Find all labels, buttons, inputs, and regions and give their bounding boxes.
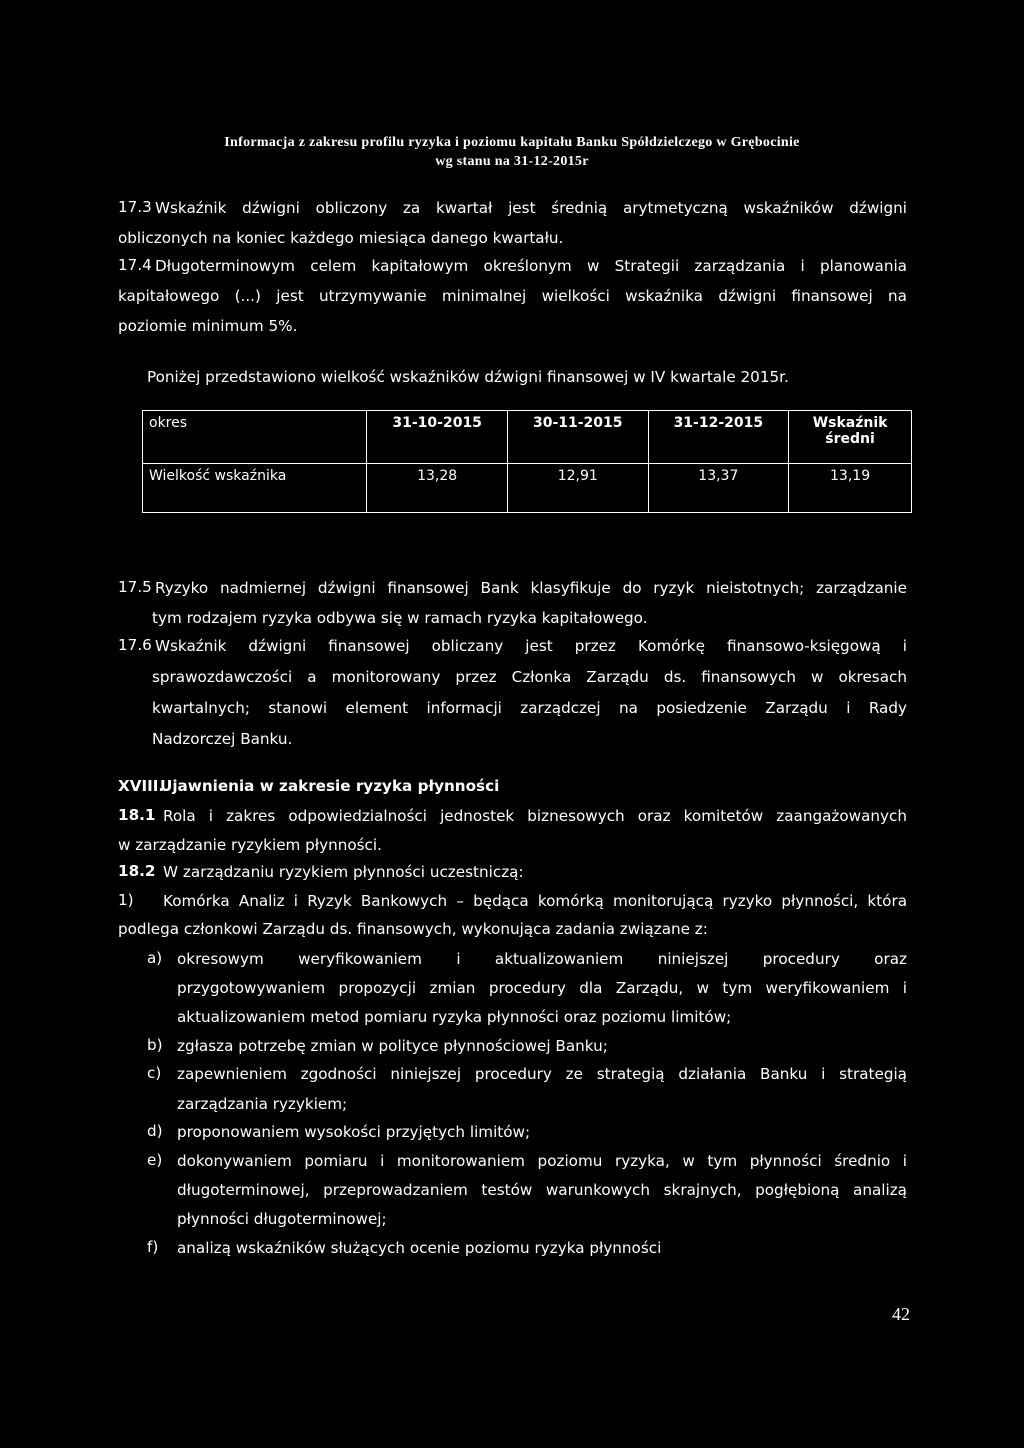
header-date: wg stanu na 31-12-2015r bbox=[435, 154, 589, 169]
paragraph-line: W zarządzaniu ryzykiem płynności uczestniczą: bbox=[163, 863, 524, 881]
table-header-row bbox=[143, 411, 912, 464]
table-header-cell: 30-11-2015 bbox=[507, 411, 648, 464]
paragraph-line: Wskaźnik dźwigni finansowej obliczany jest przez Komórkę finansowo-księgową i bbox=[155, 637, 907, 655]
table-row-label: Wielkość wskaźnika bbox=[143, 464, 367, 513]
section-number: 18.1 bbox=[118, 806, 156, 824]
paragraph-line: podlega członkowi Zarządu ds. finansowych, wykonująca zadania związane z: bbox=[118, 920, 708, 938]
paragraph-line: tym rodzajem ryzyka odbywa się w ramach ryzyka kapitałowego. bbox=[152, 609, 648, 627]
paragraph-line: sprawozdawczości a monitorowany przez Członka Zarządu ds. finansowych w okresach bbox=[152, 668, 907, 686]
sub-item-line: proponowaniem wysokości przyjętych limitów; bbox=[177, 1123, 531, 1141]
paragraph-line: kwartalnych; stanowi element informacji zarządczej na posiedzenie Zarządu i Rady bbox=[152, 699, 907, 717]
sub-item-line: płynności długoterminowej; bbox=[177, 1210, 387, 1228]
paragraph-line: Ryzyko nadmiernej dźwigni finansowej Bank klasyfikuje do ryzyk nieistotnych; zarządzanie bbox=[155, 579, 907, 597]
table-cell: 13,28 bbox=[367, 464, 508, 513]
section-number: 18.2 bbox=[118, 862, 156, 880]
table-header-cell: Wskaźnik średni bbox=[789, 411, 912, 464]
table-row bbox=[143, 464, 912, 513]
sub-item-label: d) bbox=[147, 1122, 163, 1140]
sub-item-line: aktualizowaniem metod pomiaru ryzyka płynności oraz poziomu limitów; bbox=[177, 1008, 732, 1026]
table-header-cell: okres bbox=[143, 411, 367, 464]
sub-item-label: f) bbox=[147, 1238, 159, 1256]
sub-item-line: zarządzania ryzykiem; bbox=[177, 1095, 348, 1113]
sub-item-line: dokonywaniem pomiaru i monitorowaniem poziomu ryzyka, w tym płynności średnio i bbox=[177, 1152, 907, 1170]
paragraph-line: obliczonych na koniec każdego miesiąca danego kwartału. bbox=[118, 229, 564, 247]
sub-item-label: a) bbox=[147, 949, 163, 967]
section-number: 17.6 bbox=[118, 636, 152, 654]
paragraph-line: kapitałowego (...) jest utrzymywanie minimalnej wielkości wskaźnika dźwigni finansowej na bbox=[118, 287, 907, 305]
paragraph-line: Rola i zakres odpowiedzialności jednostek biznesowych oraz komitetów zaangażowanych bbox=[163, 807, 907, 825]
header-title: Informacja z zakresu profilu ryzyka i poziomu kapitału Banku Spółdzielczego w Grębocinie bbox=[224, 135, 800, 150]
paragraph-line: Długoterminowym celem kapitałowym określonym w Strategii zarządzania i planowania bbox=[155, 257, 907, 275]
sub-item-label: e) bbox=[147, 1151, 163, 1169]
table-cell: 13,19 bbox=[789, 464, 912, 513]
section-number: XVIII. bbox=[118, 777, 165, 795]
section-number: 17.3 bbox=[118, 198, 152, 216]
paragraph-line: w zarządzanie ryzykiem płynności. bbox=[118, 836, 382, 854]
sub-item-label: c) bbox=[147, 1064, 162, 1082]
sub-item-label: b) bbox=[147, 1036, 163, 1054]
paragraph-line: poziomie minimum 5%. bbox=[118, 317, 298, 335]
table-intro: Poniżej przedstawiono wielkość wskaźników dźwigni finansowej w IV kwartale 2015r. bbox=[147, 368, 789, 386]
sub-item-line: przygotowywaniem propozycji zmian procedury dla Zarządu, w tym weryfikowaniem i bbox=[177, 979, 907, 997]
table-header-cell: 31-12-2015 bbox=[648, 411, 789, 464]
sub-item-line: zgłasza potrzebę zmian w polityce płynnościowej Banku; bbox=[177, 1037, 608, 1055]
section-number: 17.5 bbox=[118, 578, 152, 596]
paragraph-line: Komórka Analiz i Ryzyk Bankowych – będąca komórką monitorującą ryzyko płynności, która bbox=[163, 892, 907, 910]
section-heading: Ujawnienia w zakresie ryzyka płynności bbox=[160, 777, 500, 795]
table-cell: 13,37 bbox=[648, 464, 789, 513]
sub-item-line: analizą wskaźników służących ocenie poziomu ryzyka płynności bbox=[177, 1239, 662, 1257]
sub-item-line: zapewnieniem zgodności niniejszej procedury ze strategią działania Banku i strategią bbox=[177, 1065, 907, 1083]
sub-item-line: okresowym weryfikowaniem i aktualizowaniem niniejszej procedury oraz bbox=[177, 950, 907, 968]
list-item-number: 1) bbox=[118, 891, 134, 909]
paragraph-line: Wskaźnik dźwigni obliczony za kwartał jest średnią arytmetyczną wskaźników dźwigni bbox=[155, 199, 907, 217]
page-number: 42 bbox=[892, 1304, 910, 1324]
leverage-ratio-table bbox=[142, 410, 912, 513]
sub-item-line: długoterminowej, przeprowadzaniem testów warunkowych skrajnych, pogłębioną analizą bbox=[177, 1181, 907, 1199]
table-cell: 12,91 bbox=[507, 464, 648, 513]
section-number: 17.4 bbox=[118, 256, 152, 274]
paragraph-line: Nadzorczej Banku. bbox=[152, 730, 293, 748]
table-header-cell: 31-10-2015 bbox=[367, 411, 508, 464]
